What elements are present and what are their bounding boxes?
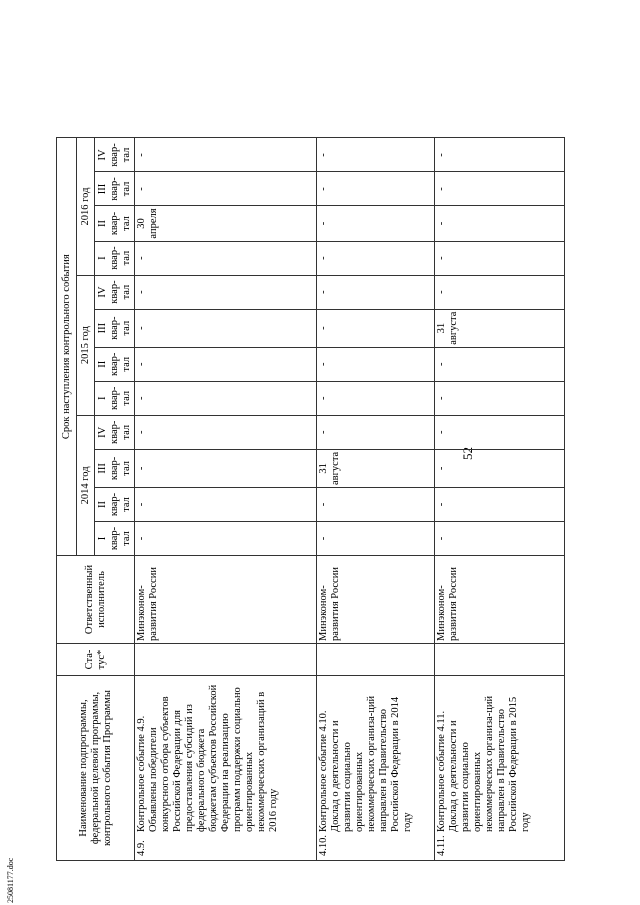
quarter-roman: III	[96, 322, 108, 334]
table-row	[135, 138, 317, 861]
quarter-roman: I	[96, 256, 108, 260]
document-id: 25081177.doc	[6, 857, 15, 903]
table-row	[435, 138, 565, 861]
quarter-roman: II	[96, 220, 108, 227]
quarter-value-cell: -	[317, 206, 435, 241]
quarter-value-cell: -	[317, 138, 435, 172]
event-number: 4.9.	[136, 840, 147, 856]
quarter-roman: II	[96, 501, 108, 508]
executor-cell: Минэконом-развития России	[435, 556, 565, 644]
event-name: Контрольное событие 4.11. Доклад о деятельности и развитии социально ориентированных некоммерческих организа-ций направлен в Правительство Российской Федерации в 2015 году	[436, 695, 531, 832]
quarter-value-cell: -	[135, 275, 317, 309]
quarter-word: квар-тал	[108, 316, 132, 340]
quarter-value-cell: -	[135, 347, 317, 381]
table-row	[317, 138, 435, 861]
page-number: 52	[460, 447, 475, 460]
quarter-word: квар-тал	[108, 143, 132, 167]
header-executor: Ответственный исполнитель	[57, 556, 135, 644]
quarter-value-cell: -	[317, 415, 435, 449]
executor-cell: Минэконом-развития России	[135, 556, 317, 644]
header-status: Ста-тус*	[57, 644, 135, 676]
quarter-roman: IV	[96, 286, 108, 298]
quarter-roman: IV	[96, 149, 108, 161]
header-quarter	[95, 241, 135, 275]
quarter-word: квар-тал	[108, 246, 132, 270]
event-name-cell	[135, 676, 317, 861]
quarter-value-cell: -	[435, 449, 565, 487]
quarter-word: квар-тал	[108, 352, 132, 376]
header-quarter	[95, 415, 135, 449]
header-year-2015: 2015 год	[77, 275, 95, 415]
header-quarter	[95, 172, 135, 206]
quarter-value-cell: 30 апреля	[135, 206, 317, 241]
quarter-value-cell: -	[435, 275, 565, 309]
executor-cell: Минэконом-развития России	[317, 556, 435, 644]
quarter-value-cell: -	[317, 275, 435, 309]
header-year-2014: 2014 год	[77, 415, 95, 555]
quarter-value-cell: -	[317, 172, 435, 206]
status-cell	[135, 644, 317, 676]
event-name: Контрольное событие 4.9. Объявлены победители конкурсного отбора субъектов Российской Федерации для предоставления субсидий из федерального бюджета бюджетам субъектов Российской Федерации на реализацию программ поддержки социально ориентированных некоммерческих организаций в 2016 году	[136, 684, 279, 832]
quarter-roman: II	[96, 360, 108, 368]
quarter-word: квар-тал	[108, 211, 132, 236]
event-number: 4.11.	[436, 835, 447, 856]
quarter-word: квар-тал	[108, 280, 132, 304]
quarter-value-cell: -	[435, 172, 565, 206]
quarter-value-cell: -	[435, 381, 565, 415]
quarter-value-cell: -	[135, 381, 317, 415]
quarter-roman: III	[96, 463, 108, 474]
status-cell	[317, 644, 435, 676]
header-quarter	[95, 449, 135, 487]
quarter-word: квар-тал	[108, 420, 132, 444]
event-name-cell	[435, 676, 565, 861]
quarter-roman: IV	[96, 426, 108, 438]
quarter-value-cell: -	[435, 415, 565, 449]
quarter-value-cell: -	[317, 347, 435, 381]
quarter-value-cell: -	[135, 522, 317, 556]
quarter-value-cell: 31 августа	[317, 449, 435, 487]
header-name: Наименование подпрограммы, федеральной целевой программы, контрольного события Программы	[57, 676, 135, 861]
quarter-value-cell: -	[135, 488, 317, 522]
quarter-value-cell: -	[135, 415, 317, 449]
quarter-word: квар-тал	[108, 456, 132, 481]
header-quarter	[95, 347, 135, 381]
header-quarter	[95, 522, 135, 556]
quarter-value-cell: -	[435, 138, 565, 172]
event-name: Контрольное событие 4.10. Доклад о деятельности и развитии социально ориентированных некоммерческих организа-ций направлен в Правительство Российской Федерации в 2014 году	[318, 695, 413, 832]
header-quarter	[95, 381, 135, 415]
quarter-value-cell: -	[435, 347, 565, 381]
quarter-value-cell: -	[135, 449, 317, 487]
quarter-value-cell: -	[135, 172, 317, 206]
quarter-roman: I	[96, 536, 108, 541]
quarter-value-cell: -	[135, 241, 317, 275]
quarter-value-cell: 31 августа	[435, 309, 565, 347]
quarter-value-cell: -	[317, 241, 435, 275]
quarter-value-cell: -	[435, 488, 565, 522]
status-cell	[435, 644, 565, 676]
event-name-cell	[317, 676, 435, 861]
header-quarter	[95, 488, 135, 522]
header-deadline: Срок наступления контрольного события	[57, 138, 77, 556]
quarter-roman: I	[96, 396, 108, 401]
quarter-value-cell: -	[135, 309, 317, 347]
quarter-roman: III	[96, 183, 108, 195]
quarter-value-cell: -	[435, 522, 565, 556]
quarter-word: квар-тал	[108, 177, 132, 201]
quarter-word: квар-тал	[108, 492, 132, 517]
control-events-table	[56, 137, 565, 861]
header-quarter	[95, 206, 135, 241]
quarter-value-cell: -	[435, 206, 565, 241]
header-quarter	[95, 309, 135, 347]
header-year-2016: 2016 год	[77, 138, 95, 275]
quarter-word: квар-тал	[108, 526, 132, 551]
quarter-value-cell: -	[317, 381, 435, 415]
header-quarter	[95, 275, 135, 309]
quarter-value-cell: -	[435, 241, 565, 275]
event-number: 4.10.	[318, 835, 329, 856]
quarter-word: квар-тал	[108, 386, 132, 410]
quarter-value-cell: -	[317, 488, 435, 522]
quarter-value-cell: -	[135, 138, 317, 172]
quarter-value-cell: -	[317, 522, 435, 556]
header-quarter	[95, 138, 135, 172]
quarter-value-cell: -	[317, 309, 435, 347]
